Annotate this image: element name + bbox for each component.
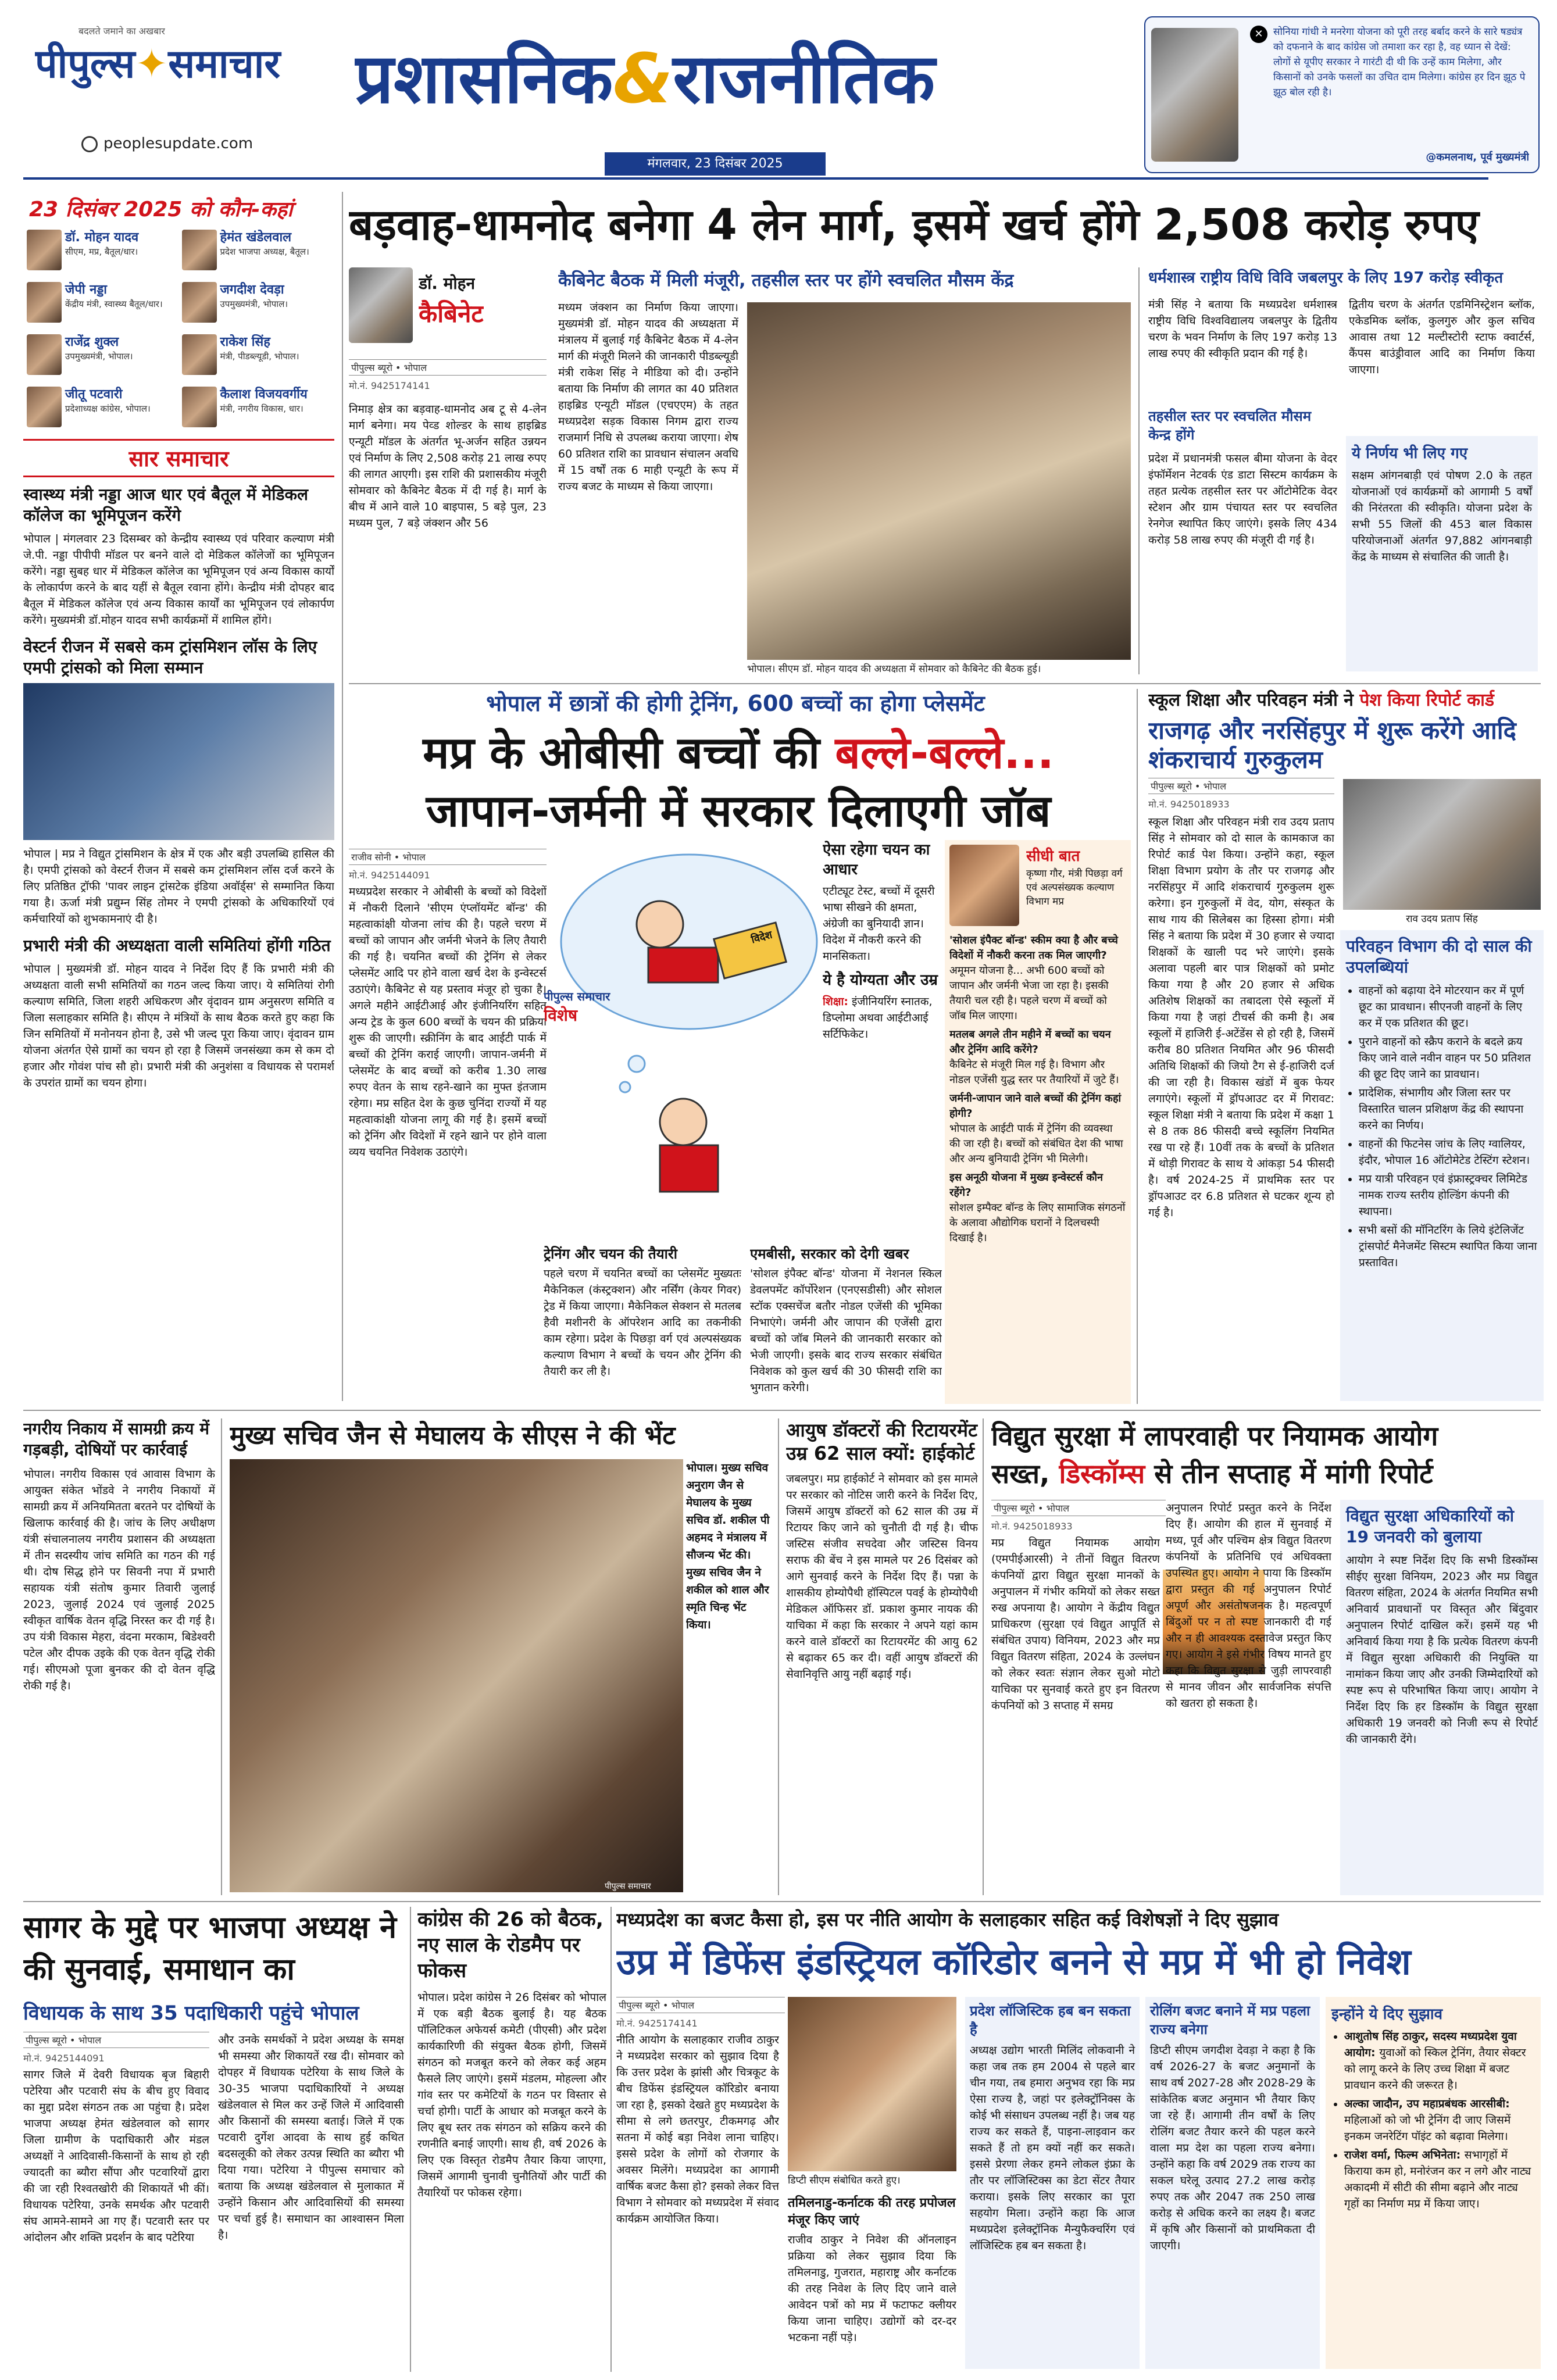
person-text xyxy=(220,387,308,414)
rolling-box xyxy=(1145,1997,1320,2369)
vidyut-headline-2c: से तीन सप्ताह में मांगी रिपोर्ट xyxy=(1145,1458,1433,1489)
vidyut-byline xyxy=(991,1500,1166,1532)
tn-box xyxy=(788,2195,956,2369)
congress-body: भोपाल। प्रदेश कांग्रेस ने 26 दिसंबर को भोपाल में एक बड़ी बैठक बुलाई है। यह बैठक पॉलिटिकल अफेयर्स कमेटी (पीएसी) और प्रदेश कार्यकारिणी की संयुक्त बैठक होगी, जिसमें संगठन को मजबूत करने को लेकर कई अहम फैसले लिए जाएंगे। इसमें मंडलम, मोहल्ला और गांव स्तर पर कमेटियों के गठन पर विस्तार से चर्चा होगी। पार्टी के आधार को मजबूत करने के लिए बूथ स्तर तक संगठन को सक्रिय करने की रणनीति बनाई जाएगी। साथ ही, वर्ष 2026 के लिए एक विस्तृत रोडमैप तैयार किया जाएगा, जिसमें आगामी चुनावी चुनौतियों और पार्टी की तैयारियों पर फोकस रहेगा। xyxy=(417,1991,606,2199)
transport-item: • मप्र यात्री परिवहन एवं इंफ्रास्ट्रक्चर लिमिटेड नामक राज्य स्तरीय होल्डिंग कंपनी की स्थापना। xyxy=(1359,1171,1538,1220)
obc-headline-b: बल्ले-बल्ले... xyxy=(835,727,1054,778)
deputy-cm-photo xyxy=(788,1997,956,2171)
person-photo xyxy=(182,334,217,375)
school-kicker xyxy=(1148,689,1544,712)
nagariya-rule xyxy=(221,1418,222,1895)
person-text xyxy=(220,334,299,362)
school-kicker-b: पेश किया रिपोर्ट कार्ड xyxy=(1359,690,1494,710)
congress-headline: कांग्रेस की 26 को बैठक, नए साल के रोडमैप पर फोकस xyxy=(417,1908,603,1982)
nagariya-headline: नगरीय निकाय में सामग्री क्रय में गड़बड़ी, दोषियों पर कार्रवाई xyxy=(23,1419,209,1459)
masthead-logo xyxy=(35,35,337,105)
transport-item: • वाहनों की फिटनेस जांच के लिए ग्वालियर, इंदौर, भोपाल 16 ऑटोमेटेड टेस्टिंग स्टेशन। xyxy=(1359,1136,1538,1168)
mbc-box xyxy=(750,1244,942,1404)
qa-answer-3: भोपाल के आईटी पार्क में ट्रेनिंग की व्यवस्था की जा रही है। बच्चों को संबंधित देश की भाषा और अन्य बुनियादी ट्रेनिंग भी मिलेगी। xyxy=(949,1123,1123,1165)
obc-mobile: मो.नं. 9425144091 xyxy=(349,870,430,881)
qa-question-4: इस अनूठी योजना में मुख्य इन्वेस्टर्स कौन रहेंगे? xyxy=(949,1171,1104,1199)
lead-bottom-rule xyxy=(349,683,1541,684)
birthday-person xyxy=(27,334,176,382)
nagariya-box xyxy=(23,1418,215,1895)
person-photo xyxy=(27,230,62,270)
masthead xyxy=(0,0,1557,186)
budget-byline xyxy=(616,1997,785,2029)
logo-mark-icon: ✦ xyxy=(135,41,169,87)
rolling-headline: रोलिंग बजट बनाने में मप्र पहला राज्य बनेगा xyxy=(1150,2003,1310,2038)
budget-mobile: मो.नं. 9425174141 xyxy=(616,2018,698,2029)
person-photo xyxy=(182,282,217,323)
tip-item xyxy=(1344,2147,1535,2212)
mbc-headline: एमबीसी, सरकार को देगी खबर xyxy=(750,1246,909,1262)
school-byline-text: पीपुल्स ब्यूरो • भोपाल xyxy=(1148,778,1334,794)
vidyut-side-headline: विद्युत सुरक्षा अधिकारियों को 19 जनवरी को बुलाया xyxy=(1346,1506,1514,1546)
birthday-person xyxy=(182,334,331,382)
logistic-body: अध्यक्ष उद्योग भारती मिलिंद लोकवानी ने कहा जब तक हम 2004 से पहले बार चीन गया, तब हमारा अनुभव रहा कि मप्र ऐसा राज्य है, जहां पर इलेक्ट्रॉनिक्स के कोई भी संसाधन उपलब्ध नहीं है। जब यह राज्य कर सकते हैं, पाइना-लाइवान कर सकते हैं तो हम क्यों नहीं कर सकते। इससे प्रेरणा लेकर हमने लोकल इंफ्रा के तौर पर लॉजिस्टिक्स का डेटा सेंटर तैयार कराया। इसके लिए सरकार का पूरा सहयोग मिला। उन्होंने कहा कि आज मध्यप्रदेश इलेक्ट्रॉनिक मैन्युफैक्चरिंग एवं लॉजिस्टिक हब बन सकता है। xyxy=(970,2044,1135,2252)
vidyut-col-1: मप्र विद्युत नियामक आयोग (एमपीईआरसी) ने तीनों विद्युत वितरण कंपनियों द्वारा विद्युत सुरक्षा मानकों के अनुपालन में गंभीर कमियों को लेकर सख्त रुख अपनाया है। आयोग ने केंद्रीय विद्युत प्राधिकरण (सुरक्षा एवं विद्युत आपूर्ति से संबंधित उपाय) विनियम, 2023 और मप्र विद्युत वितरण संहिता, 2024 के उल्लंघन को लेकर स्वतः संज्ञान लेकर सुओ मोटो याचिका पर सुनवाई करते हुए इन वितरण कंपनियों को 3 सप्ताह में समग्र xyxy=(991,1536,1160,1712)
vidyut-mobile: मो.नं. 9425018933 xyxy=(991,1521,1073,1532)
tip-who: अल्का जादौन, उप महाप्रबंधक आरसीबी: xyxy=(1344,2097,1510,2110)
lead-tag-2: कैबिनेट xyxy=(419,299,484,328)
tn-body: राजीव ठाकुर ने निवेश की ऑनलाइन प्रक्रिया को लेकर सुझाव दिया कि तमिलनाडु, गुजरात, महाराष्ट्र और कर्नाटक की तरह निवेश के लिए दिए जाने वाले आवेदन पत्रों को मप्र में फटाफट क्लीयर किया जाना चाहिए। उद्योगों को दर-दर भटकना नहीं पड़े। xyxy=(788,2234,956,2344)
qa-answer-2: कैबिनेट से मंजूरी मिल गई है। विभाग और नोडल एजेंसी युद्ध स्तर पर तैयारियों में जुटे हैं। xyxy=(949,1059,1119,1086)
jain-rule xyxy=(778,1418,779,1895)
person-name: जगदीश देवड़ा xyxy=(220,283,284,297)
website-row xyxy=(81,135,337,158)
person-desc: केंद्रीय मंत्री, स्वास्थ्य बैतूल/धार। xyxy=(65,299,163,309)
qualification-text: इंजीनियरिंग स्नातक, डिप्लोमा अथवा आईटीआई सर्टिफिकेट। xyxy=(823,995,933,1041)
selection-body: एटीट्यूट टेस्ट, बच्चों में दूसरी भाषा सीखने की क्षमता, अंग्रेजी का बुनियादी ज्ञान। विदेश में नौकरी करने की मानसिकता। xyxy=(823,885,935,963)
mohan-yadav-photo xyxy=(349,267,413,343)
transport-item: • वाहनों को बढ़ाया देने मोटरयान कर में पूर्ण छूट का प्रावधान। सीएनजी वाहनों के लिए कर में एक प्रतिशत की छूट। xyxy=(1359,982,1538,1031)
mbc-body: 'सोशल इंपैक्ट बॉन्ड' योजना में नेशनल स्किल डेवलपमेंट कॉर्पोरेशन (एनएसडीसी) और सोशल स्टॉक एक्सचेंज बतौर नोडल एजेंसी की भूमिका निभाएंगे। जर्मनी और जापान की एजेंसी द्वारा बच्चों को जॉब मिलने की जानकारी सरकार को भेजी जाएगी। इसके बाद राज्य सरकार संबंधित निवेशक को कुल खर्च की 30 फीसदी राशि का भुगतान करेगी। xyxy=(750,1267,942,1394)
transport-item: • प्रादेशिक, संभागीय और जिला स्तर पर विस्तारित चालन प्रशिक्षण केंद्र की स्थापना करने का निर्णय। xyxy=(1359,1085,1538,1134)
qualification-body xyxy=(823,994,939,1042)
person-photo xyxy=(27,334,62,375)
training-box xyxy=(544,1244,741,1404)
person-name: जीतू पटवारी xyxy=(65,387,123,402)
jain-caption: भोपाल। मुख्य सचिव अनुराग जैन से मेघालय के मुख्य सचिव डॉ. शकील पी अहमद ने मंत्रालय में सौजन्य भेंट की। मुख्य सचिव जैन ने शकील को शाल और स्मृति चिन्ह भेंट किया। xyxy=(686,1461,770,1631)
sagar-col-1: सागर जिले में देवरी विधायक बृज बिहारी पटेरिया और पटवारी संघ के बीच हुए विवाद का मुद्दा प्रदेश संगठन तक आ पहुंचा है। प्रदेश भाजपा अध्यक्ष हेमंत खंडेलवाल को सागर जिला ग्रामीण के पदाधिकारी और मंडल अध्यक्षों ने आदिवासी-किसानों के साथ हो रही ज्यादती का ब्यौरा सौंपा और पटवारियों द्वारा की जा रही रिश्वतखोरी की शिकायतें भी कीं। विधायक पटेरिया, उनके समर्थक और पटवारी संघ आमने-सामने आ गए हैं। पटवारी स्तर पर आंदोलन और शक्ति प्रदर्शन के बाद पटेरिया xyxy=(23,2068,209,2244)
vidyut-byline-text: पीपुल्स ब्यूरो • भोपाल xyxy=(991,1500,1166,1516)
selection-box xyxy=(823,840,939,1230)
saar-3-body: भोपाल | मुख्यमंत्री डॉ. मोहन यादव ने निर्देश दिए हैं कि प्रभारी मंत्री की अध्यक्षता वाली सभी समितियों का गठन जल्द किया जाए। ये समितियां रोगी कल्याण समिति, जिला शहरी अधिकरण और वृंदावन ग्राम अनुसरण समिति व जिला सलाहकार समिति है। सीएम ने मंत्रियों के साथ बैठक करते हुए कहा कि जिन समितियों में मनोनयन होना है, उसे भी जल्द पूरा किया जाए। वृंदावन ग्राम योजना अंतर्गत ऐसे ग्रामों का चयन हो रहा है जिसमें जनसंख्या कम से कम दो हजार और गोवंश पांच सौ हो। प्रभारी मंत्री की अनुशंसा व विधायक से परामर्श के उपरांत ग्रामों का चयन होगा। xyxy=(23,963,334,1089)
law-univ-col-1: मंत्री सिंह ने बताया कि मध्यप्रदेश धर्मशास्त्र राष्ट्रीय विधि विश्वविद्यालय जबलपुर के द्वितीय चरण के भवन निर्माण के लिए 197 करोड़ 13 लाख रुपए की स्वीकृति प्रदान की गई है। xyxy=(1148,298,1337,360)
budget-photo-caption: डिप्टी सीएम संबोधित करते हुए। xyxy=(788,2175,901,2186)
person-name: डॉ. मोहन यादव xyxy=(65,230,139,245)
transport-headline: परिवहन विभाग की दो साल की उपलब्धियां xyxy=(1346,937,1532,977)
training-headline: ट्रेनिंग और चयन की तैयारी xyxy=(544,1246,677,1262)
logo-left-text: पीपुल्स xyxy=(35,41,135,87)
obc-byline xyxy=(349,849,547,881)
tip-item xyxy=(1344,2096,1535,2145)
middle-rule-1 xyxy=(23,1410,1541,1411)
person-photo xyxy=(182,387,217,427)
sidhi-baat-label: सीधी बात xyxy=(1026,848,1080,865)
birthday-person xyxy=(27,230,176,277)
tip-item xyxy=(1344,2028,1535,2093)
logistic-headline: प्रदेश लॉजिस्टिक हब बन सकता है xyxy=(970,2003,1131,2038)
lead-tag xyxy=(349,267,547,355)
tips-headline: इन्होंने ये दिए सुझाव xyxy=(1331,2006,1443,2023)
section-title-b: राजनीतिक xyxy=(673,38,935,119)
masthead-rule xyxy=(23,177,1488,180)
decision-body: सक्षम आंगनबाड़ी एवं पोषण 2.0 के तहत योजनाओं एवं कार्यक्रमों को आगामी 5 वर्षों की निरंतरता की स्वीकृति। योजना प्रदेश के सभी 55 जिलों की 453 बाल विकास परियोजनाओं अंतर्गत 97,882 आंगनबाड़ी केंद्र के माध्यम से संचालित की जाती है। xyxy=(1352,469,1532,563)
logistic-box xyxy=(965,1997,1140,2369)
person-desc: मंत्री, नगरीय विकास, धार। xyxy=(220,403,303,414)
qualification-headline: ये है योग्यता और उम्र xyxy=(823,971,938,989)
school-rule xyxy=(1137,689,1138,1404)
vidyut-headline-2 xyxy=(991,1456,1544,1491)
date-bar: मंगलवार, 23 दिसंबर 2025 xyxy=(605,152,826,176)
qa-question-3: जर्मनी-जापान जाने वाले बच्चों की ट्रेनिंग कहां होगी? xyxy=(949,1092,1122,1120)
obc-headline-a: मप्र के ओबीसी बच्चों की xyxy=(423,727,835,778)
saar-2-body: भोपाल | मप्र ने विद्युत ट्रांसमिशन के क्षेत्र में एक और बड़ी उपलब्धि हासिल की है। एमपी ट्रांसको को वेस्टर्न रीजन में सबसे कम ट्रांसमिशन लॉस दर्ज करने के लिए प्रतिष्ठित ट्रॉफी 'पावर लाइन ट्रांसटेक इंडिया अवॉर्ड्स' से सम्मानित किया गया है। ऊर्जा मंत्री प्रद्युम्न सिंह तोमर ने एमपी ट्रांसको के अधिकारियों एवं कर्मचारियों को शुभकामनाएं दी है। xyxy=(23,848,334,925)
school-kicker-a: स्कूल शिक्षा और परिवहन मंत्री ने xyxy=(1148,690,1360,710)
transport-list xyxy=(1346,982,1538,1271)
quote-box xyxy=(1144,16,1540,173)
person-desc: सीएम, मप्र, बैतूल/धार। xyxy=(65,246,138,257)
birthday-grid xyxy=(23,225,334,433)
tip-who: आशुतोष सिंह ठाकुर, सदस्य मध्यप्रदेश युवा आयोग: xyxy=(1344,2030,1517,2059)
vidyut-headline-2b: डिस्कॉम्स xyxy=(1059,1458,1145,1489)
tip-who: राजेश वर्मा, फिल्म अभिनेता: xyxy=(1344,2149,1465,2161)
lead-col-2: मध्यम जंक्शन का निर्माण किया जाएगा। मुख्यमंत्री डॉ. मोहन यादव की अध्यक्षता में मंत्रालय में बुलाई गई कैबिनेट बैठक में 4-लेन मार्ग की मंजूरी मिलने की जानकारी पीडब्ल्यूडी मंत्री राकेश सिंह ने मीडिया को दी। उन्होंने बताया कि निर्माण की लागत का 40 प्रतिशत हाइब्रिड एन्यूटी मॉडल (एचएएम) के तहत मध्यप्रदेश सड़क विकास निगम द्वारा राज्य राजमार्ग निधि से उपलब्ध कराया जाएगा। शेष 60 प्रतिशत राशि का प्रावधान संचालन अवधि में 15 वर्षों तक 6 माही एन्यूटी के रूप में राज्य बजट के माध्यम से किया जाएगा। xyxy=(558,301,738,493)
tn-headline: तमिलनाडु-कर्नाटक की तरह प्रपोजल मंजूर किए जाएं xyxy=(788,2196,956,2228)
saar-samachar xyxy=(23,439,334,1404)
person-name: हेमंत खंडेलवाल xyxy=(220,230,292,245)
birthday-person xyxy=(182,230,331,277)
sidhi-baat-who: कृष्णा गौर, मंत्री पिछड़ा वर्ग एवं अल्पसंख्यक कल्याण विभाग मप्र xyxy=(1026,868,1123,907)
person-text xyxy=(65,282,163,310)
transport-box xyxy=(1340,930,1544,1401)
tip-what: सभागृहों में किराया कम हो, मनोरंजन कर न लगे और नाट्य अकादमी में सीटी की सीमा बढ़ाने और नाट्य गृहों का निर्माण मप्र में किया जाए। xyxy=(1344,2149,1531,2210)
person-text xyxy=(65,230,138,258)
obc-byline-text: राजीव सोनी • भोपाल xyxy=(349,849,547,865)
vidyut-side-box xyxy=(1340,1500,1544,1895)
obc-headline-2: जापान-जर्मनी में सरकार दिलाएगी जॉब xyxy=(426,785,1051,837)
qa-question-2: मतलब अगले तीन महीने में बच्चों का चयन और ट्रेनिंग आदि करेंगे? xyxy=(949,1028,1111,1056)
masthead-tagline: बदलते जमाने का अखबार xyxy=(78,26,165,37)
cabinet-meeting-photo xyxy=(747,302,1131,660)
section-amp: & xyxy=(613,38,673,119)
school-byline xyxy=(1148,778,1334,810)
lead-mobile: मो.नं. 9425174141 xyxy=(349,380,430,391)
person-text xyxy=(65,387,151,414)
saar-2-headline: वेस्टर्न रीजन में सबसे कम ट्रांसमिशन लॉस के लिए एमपी ट्रांसको को मिला सम्मान xyxy=(23,637,317,677)
lead-subhead: कैबिनेट बैठक में मिली मंजूरी, तहसील स्तर पर होंगे स्वचलित मौसम केंद्र xyxy=(558,270,1014,291)
person-photo xyxy=(27,282,62,323)
person-photo xyxy=(27,387,62,427)
law-univ-headline: धर्मशास्त्र राष्ट्रीय विधि विवि जबलपुर के लिए 197 करोड़ स्वीकृत xyxy=(1148,269,1504,287)
illustration-sign: विदेश xyxy=(749,928,774,946)
saar-1-headline: स्वास्थ्य मंत्री नड्डा आज धार एवं बैतूल में मेडिकल कॉलेज का भूमिपूजन करेंगे xyxy=(23,485,309,525)
sagar-rule xyxy=(410,1907,411,2372)
school-headline: राजगढ़ और नरसिंहपुर में शुरू करेंगे आदि शंकराचार्य गुरुकुलम xyxy=(1148,716,1516,774)
tehsil-body: प्रदेश में प्रधानमंत्री फसल बीमा योजना के वेदर इंफॉर्मेशन नेटवर्क एंड डाटा सिस्टम कार्यक्रम के तहत प्रत्येक तहसील स्तर पर ऑटोमेटिक वेदर स्टेशन और ग्राम पंचायत स्तर पर स्वचलित रेनगेज स्थापित किए जाएंगे। इसके लिए 434 करोड़ 58 लाख रुपए की मंजूरी दी गई है। xyxy=(1148,452,1337,546)
person-text xyxy=(65,334,133,362)
jain-meeting-photo xyxy=(230,1459,683,1892)
lead-byline xyxy=(349,359,547,392)
person-text xyxy=(220,282,288,310)
tip-what: महिलाओं को जो भी ट्रेनिंग दी जाए जिसमें इनकम जनरेटिंग पॉइंट को बढ़ावा मिलेगा। xyxy=(1344,2114,1511,2143)
quote-text: सोनिया गांधी ने मनरेगा योजना को पूरी तरह बर्बाद करने के सारे षड्यंत्र को दफनाने के बाद कांग्रेस जो तमाशा कर रहा है, वह ध्यान से देखें: लोगों से यूपीए सरकार ने गारंटी दी थी कि उन्हें काम मिलेगा, और किसानों को उनके फसलों का उचित दाम मिलेगा। कांग्रेस हर दिन झूठ पे झूठ बोल रही है। xyxy=(1273,26,1526,98)
vidyut-headline-1: विद्युत सुरक्षा में लापरवाही पर नियामक आयोग xyxy=(991,1420,1438,1452)
website-link[interactable]: peoplesupdate.com xyxy=(103,135,253,152)
sagar-byline xyxy=(23,2032,209,2064)
lead-photo-caption: भोपाल। सीएम डॉ. मोहन यादव की अध्यक्षता में सोमवार को कैबिनेट की बैठक हुई। xyxy=(747,663,1041,675)
sagar-mobile: मो.नं. 9425144091 xyxy=(23,2053,105,2064)
tehsil-headline: तहसील स्तर पर स्वचलित मौसम केन्द्र होंगे xyxy=(1148,408,1312,443)
jain-headline: मुख्य सचिव जैन से मेघालय के सीएस ने की भेंट xyxy=(230,1421,676,1450)
birthday-person xyxy=(27,387,176,433)
vishesh-label: विशेष xyxy=(544,1006,578,1025)
lead-byline-text: पीपुल्स ब्यूरो • भोपाल xyxy=(349,359,547,376)
uday-pratap-photo xyxy=(1343,779,1541,910)
kamalnath-photo xyxy=(1151,28,1238,162)
sagar-headline: सागर के मुद्दे पर भाजपा अध्यक्ष ने की सुनवाई, समाधान का xyxy=(23,1910,397,1987)
person-desc: मंत्री, पीडब्ल्यूडी, भोपाल। xyxy=(220,351,299,362)
sagar-subhead: विधायक के साथ 35 पदाधिकारी पहुंचे भोपाल xyxy=(23,2002,359,2025)
transport-item: • सभी बसों की मॉनिटरिंग के लिये इंटेलिजेंट ट्रांसपोर्ट मैनेजमेंट सिस्टम स्थापित किया जाना प्रस्तावित। xyxy=(1359,1222,1538,1271)
ayush-body: जबलपुर। मप्र हाईकोर्ट ने सोमवार को इस मामले पर सरकार को नोटिस जारी करने के निर्देश दिए, जिसमें आयुष डॉक्टरों को 62 साल की उम्र में रिटायर किए जाने को चुनौती दी गई है। चीफ जस्टिस संजीव सचदेवा और जस्टिस विनय सराफ की बेंच ने इस मामले पर 26 दिसंबर को आगे सुनवाई करने के निर्देश दिए हैं। पन्ना के शासकीय होम्योपैथी हॉस्पिटल पवई के होम्योपैथी मेडिकल ऑफिसर डॉ. प्रकाश कुमार नायक की याचिका में कहा कि सरकार ने अपने यहां काम करने वाले डॉक्टरों का रिटायरमेंट की आयु 62 से बढ़ाकर 65 कर दी। वहीं आयुष डॉक्टरों की सेवानिवृत्ति आयु नहीं बढ़ाई गई। xyxy=(786,1473,978,1681)
qa-answer-4: सोशल इम्पैक्ट बॉन्ड के लिए सामाजिक संगठनों के अलावा औद्योगिक घरानों ने दिलचस्पी दिखाई है। xyxy=(949,1202,1126,1244)
vidyut-col-2: अनुपालन रिपोर्ट प्रस्तुत करने के निर्देश दिए हैं। आयोग की हाल में सुनवाई में मध्य, पूर्व और पश्चिम क्षेत्र विद्युत वितरण कंपनियों के प्रतिनिधि एवं अधिवक्ता उपस्थित हुए। आयोग ने पाया कि डिस्कॉम द्वारा प्रस्तुत की गई अनुपालन रिपोर्ट अपूर्ण और असंतोषजनक है। महत्वपूर्ण बिंदुओं पर न तो स्पष्ट जानकारी दी गई और न ही आवश्यक दस्तावेज प्रस्तुत किए गए। आयोग ने इसे गंभीर विषय मानते हुए कहा कि विद्युत सुरक्षा से जुड़ी लापरवाही से मानव जीवन और सार्वजनिक संपत्ति को खतरा हो सकता है। xyxy=(1166,1502,1331,1710)
lead-tag-1: डॉ. मोहन xyxy=(419,274,476,293)
person-name: जेपी नड्डा xyxy=(65,283,108,297)
budget-byline-text: पीपुल्स ब्यूरो • भोपाल xyxy=(616,1997,785,2013)
nagariya-body: भोपाल। नगरीय विकास एवं आवास विभाग के आयुक्त संकेत भोंडवे ने नगरीय निकायों में सामग्री क्रय में अनियमितता बरतने पर दोषियों के खिलाफ कार्रवाई की है। जांच के लिए अधीक्षण यंत्री संचालनालय नगरीय प्रशासन की अध्यक्षता में तीन सदस्यीय जांच समिति का गठन की गई थी। दोष सिद्ध होने पर सिवनी नपा में प्रभारी सहायक यंत्री संतोष कुमार तिवारी जुलाई 2023, जुलाई 2024 एवं जुलाई 2025 स्वीकृत वार्षिक वेतन वृद्धि निरस्त कर दी गई है। उप यंत्री विकास मेहरा, वंदना मरकाम, बिडेश्वरी पटेल और दीपक उइके की एक वेतन वृद्धि रोकी गई। सीएमओ पूजा बुनकर की दो वेतन वृद्धि रोकी गई है। xyxy=(23,1468,215,1692)
birthday-person xyxy=(182,282,331,330)
birthday-box xyxy=(23,192,334,433)
congress-box xyxy=(417,1907,606,2372)
obc-kicker: भोपाल में छात्रों की होगी ट्रेनिंग, 600 बच्चों का होगा प्लेसमेंट xyxy=(486,691,985,716)
birthday-person xyxy=(27,282,176,330)
tips-box xyxy=(1326,1997,1541,2369)
obc-illustration xyxy=(544,843,829,1203)
transport-item: • पुराने वाहनों को स्क्रैप कराने के बदले क्रय किए जाने वाले नवीन वाहन पर 50 प्रतिशत की छूट दिए जाने का प्रावधान। xyxy=(1359,1034,1538,1082)
left-column-rule xyxy=(342,192,343,1401)
vishesh-logo: पीपुल्स समाचार xyxy=(544,989,610,1003)
person-desc: उपमुख्यमंत्री, भोपाल। xyxy=(65,351,133,362)
ayush-headline: आयुष डॉक्टरों की रिटायरमेंट उम्र 62 साल क्यों: हाईकोर्ट xyxy=(786,1419,978,1464)
sidhi-baat-box xyxy=(945,840,1131,1404)
person-text xyxy=(220,230,309,258)
budget-kicker: मध्यप्रदेश का बजट कैसा हो, इस पर नीति आयोग के सलाहकार सहित कई विशेषज्ञों ने दिए सुझाव xyxy=(616,1909,1279,1931)
logo-right-text: समाचार xyxy=(168,41,281,87)
birthday-title: 23 दिसंबर 2025 को कौन-कहां xyxy=(29,198,293,221)
saar-1-body: भोपाल | मंगलवार 23 दिसम्बर को केन्द्रीय स्वास्थ्य एवं परिवार कल्याण मंत्री जे.पी. नड्डा पीपीपी मॉडल पर बनने वाले दो मेडिकल कॉलेजों का भूमिपूजन करेंगे। नड्डा सुबह धार में मेडिकल कॉलेज का भूमिपूजन एवं अन्य विकास कार्यों के लोकार्पण करने के बाद यहीं से बैतूल रवाना होंगे। केन्द्रीय मंत्री दोपहर बाद बैतूल में मेडिकल कॉलेज एवं अन्य विकास कार्यों का भूमिपूजन एवं लोकार्पण करेंगे। मुख्यमंत्री डॉ.मोहन यादव सभी कार्यक्रमों में शामिल होंगे। xyxy=(23,533,334,627)
tips-list xyxy=(1331,2028,1535,2212)
ayush-rule xyxy=(983,1418,984,1895)
person-desc: प्रदेशाध्यक्ष कांग्रेस, भोपाल। xyxy=(65,403,151,414)
rolling-body: डिप्टी सीएम जगदीश देवड़ा ने कहा है कि वर्ष 2026-27 के बजट अनुमानों के साथ वर्ष 2027-28 और 2028-29 के सांकेतिक बजट अनुमान भी तैयार किए जा रहे हैं। आगामी तीन वर्षों के लिए रोलिंग बजट तैयार करने की पहल करने वाला मप्र देश का पहला राज्य बनेगा। उन्होंने कहा कि वर्ष 2029 तक राज्य का सकल घरेलू उत्पाद 27.2 लाख करोड़ रुपए तक और 2047 तक 250 लाख करोड़ से अधिक करने का लक्ष्य है। बजट में कृषि और किसानों को प्राथमिकता दी जाएगी। xyxy=(1150,2044,1315,2252)
middle-rule-2 xyxy=(23,1901,1541,1902)
vidyut-side-body: आयोग ने स्पष्ट निर्देश दिए कि सभी डिस्कॉम्स सीईए सुरक्षा विनियम, 2023 और मप्र विद्युत वितरण संहिता, 2024 के अंतर्गत नियमित सभी अनिवार्य प्रावधानों पर विस्तृत और बिंदुवार अनुपालन रिपोर्ट दाखिल करें। इसमें यह भी अनिवार्य किया गया है कि प्रत्येक वितरण कंपनी में विद्युत सुरक्षा अधिकारी की नियुक्ति या नामांकन किया जाए और उनकी जिम्मेदारियों को स्पष्ट रूप से परिभाषित किया जाए। आयोग ने निर्देश दिए कि हर डिस्कॉम के विद्युत सुरक्षा अधिकारी 19 जनवरी को निजी रूप से रिपोर्ट की जानकारी देंगे। xyxy=(1346,1554,1538,1746)
person-name: कैलाश विजयवर्गीय xyxy=(220,387,308,402)
sagar-col-2: और उनके समर्थकों ने प्रदेश अध्यक्ष के समक्ष भी समस्या और शिकायतें रख दी। सोमवार को दोपहर में विधायक पटेरिया के साथ जिले के 30-35 भाजपा पदाधिकारियों ने अध्यक्ष खंडेलवाल से मिल कर उन्हें जिले में आदिवासी और किसानों की समस्या बताई। जिले में एक पटवारी दुर्गेश आदवा के साथ हुई कथित बदसलूकी को लेकर उत्पन्न स्थिति का ब्यौरा भी दिया गया। पटेरिया ने पीपुल्स समाचार को बताया कि अध्यक्ष खंडेलवाल से मुलाकात में उन्होंने किसान और आदिवासियों की समस्या पर चर्चा हुई है। समाधान का आश्वासन मिला है। xyxy=(218,2034,404,2242)
birthday-person xyxy=(182,387,331,433)
lead-side-rule xyxy=(1138,267,1140,674)
lead-headline: बड़वाह-धामनोद बनेगा 4 लेन मार्ग, इसमें खर्च होंगे 2,508 करोड़ रुपए xyxy=(349,200,1479,250)
obc-headline xyxy=(349,724,1128,782)
vishesh-badge xyxy=(544,988,660,1035)
vidyut-headline-2a: सख्त, xyxy=(991,1458,1059,1489)
lead-col-1: निमाड़ क्षेत्र का बड़वाह-धामनोद अब टू से 4-लेन मार्ग बनेगा। मय पेव्ड शोल्डर के साथ हाइब्रिड एन्यूटी मॉडल के अंतर्गत भू-अर्जन सहित उन्नयन एवं निर्माण के लिए 2,508 करोड़ 21 लाख रुपए की लागत आएगी। इस राशि की प्रशासकीय मंजूरी सोमवार को कैबिनेट बैठक में दी गई है। मार्ग के बीच में आने वाले 10 बाइपास, 5 बड़े पुल, 23 मध्यम पुल, 7 बड़े जंक्शन और 56 xyxy=(349,403,547,530)
krishna-gaur-photo xyxy=(949,845,1019,926)
section-title-a: प्रशासनिक xyxy=(355,38,613,119)
sidhi-baat-qa xyxy=(949,933,1126,1398)
decision-headline: ये निर्णय भी लिए गए xyxy=(1352,445,1468,462)
decision-box xyxy=(1346,436,1538,671)
school-photo-caption: राव उदय प्रताप सिंह xyxy=(1406,913,1478,925)
school-body: स्कूल शिक्षा और परिवहन मंत्री राव उदय प्रताप सिंह ने सोमवार को दो साल के कामकाज का रिपोर्ट कार्ड पेश किया। उन्होंने कहा, स्कूल शिक्षा विभाग प्रयोग के तौर पर राजगढ़ और नरसिंहपुर में आदि शंकराचार्य गुरुकुलम शुरू करेगा। इन गुरुकुलों में वेद, योग, संस्कृत के साथ गाय की सिलेबस का हिस्सा होगा। मंत्री सिंह ने बताया कि प्रदेश में 30 हजार से ज्यादा शिक्षकों के खाली पद भरे जाएंगे। इसके अलावा पहली बार पात्र शिक्षकों को प्रमोट किया गया है और 20 हजार से अधिक अतिशेष शिक्षकों का तबादला ऐसे स्कूलों में किया गया है जहां टीचर्स की कमी है। अब स्कूलों में हाजिरी ई-अटेंडेंस से हो रही है, जिसमें करीब 80 प्रतिशत नियमित और 96 फीसदी अतिथि शिक्षकों की जियो टैग से ई-हाजिरी दर्ज की जा रही है। विकास खंडों में बुक फेयर लगाएंगे। स्कूलों में ड्रॉपआउट दर में गिरावट: स्कूल शिक्षा मंत्री ने बताया कि प्रदेश में कक्षा 1 से 8 तक 86 फीसदी बच्चे स्कूलिंग नियमित रख पा रहे हैं। 10वीं तक के बच्चों के प्रतिशत में थोड़ी गिरावट के साथ ये आंकड़ा 54 फीसदी है। वर्ष 2024-25 में प्राथमिक स्तर पर ड्रॉपआउट दर 6.8 प्रतिशत से घटकर शून्य हो गई है। xyxy=(1148,816,1334,1219)
qa-question-1: 'सोशल इंपैक्ट बॉन्ड' स्कीम क्या है और बच्चे विदेशों में नौकरी करना तक मिल जाएगी? xyxy=(949,934,1118,962)
congress-rule xyxy=(610,1907,612,2372)
jain-photo-credit: पीपुल्स समाचार xyxy=(605,1882,651,1891)
selection-headline: ऐसा रहेगा चयन का आधार xyxy=(823,841,930,878)
person-photo xyxy=(182,230,217,270)
globe-icon xyxy=(81,136,98,152)
training-body: पहले चरण में चयनित बच्चों का प्लेसमेंट मुख्यतः मैकेनिकल (कंस्ट्रक्शन) और नर्सिंग (केयर गिवर) ट्रेड में किया जाएगा। मैकेनिकल सेक्शन से मतलब हैवी मशीनरी के ऑपरेशन आदि का तकनीकी काम रहेगा। प्रदेश के पिछड़ा वर्ग एवं अल्पसंख्यक कल्याण विभाग ने बच्चों के चयन और ट्रेनिंग की तैयारी कर ली है। xyxy=(544,1267,741,1378)
transco-award-photo xyxy=(23,683,334,840)
section-title xyxy=(355,29,1134,128)
obc-col-1: मध्यप्रदेश सरकार ने ओबीसी के बच्चों को विदेशों में नौकरी दिलाने 'सीएम एंप्लॉयमेंट बॉन्ड' की महत्वाकांक्षी योजना लांच की है। पहले चरण में बच्चों को जापान और जर्मनी भेजने के लिए तैयारी की गई है। चयनित बच्चों की ट्रेनिंग से लेकर प्लेसमेंट आदि पर होने वाला खर्च देश के इन्वेस्टर्स उठाएंगे। कैबिनेट से यह प्रस्ताव मंजूर हो चुका है। अगले महीने आईटीआई और इंजीनियरिंग सहित अन्य ट्रेड के कुल 600 बच्चों के चयन की प्रक्रिया शुरू की जाएगी। स्क्रीनिंग के बाद आईटी पार्क में बच्चों की ट्रेनिंग कराई जाएगी। जापान-जर्मनी में प्लेसमेंट के बाद बच्चों को करीब 1.30 लाख रुपए वेतन के साथ रहने-खाने का मुफ्त इंतजाम रहेगा। मप्र सहित देश के कुछ चुनिंदा राज्यों में यह महत्वाकांक्षी योजना लागू की गई है। इसमें बच्चों को ट्रेनिंग और विदेशों में रहने खाने पर होने वाला व्यय चयनित निवेशक उठाएंगे। xyxy=(349,885,547,1159)
person-desc: उपमुख्यमंत्री, भोपाल। xyxy=(220,299,288,309)
sagar-byline-text: पीपुल्स ब्यूरो • भोपाल xyxy=(23,2032,209,2048)
x-icon: ✕ xyxy=(1250,26,1267,43)
person-name: राकेश सिंह xyxy=(220,335,270,349)
law-univ-col-2: द्वितीय चरण के अंतर्गत एडमिनिस्ट्रेशन ब्लॉक, एकेडमिक ब्लॉक, कुलगुरु और कुल सचिव आवास तथा 12 मल्टीस्टोरी स्टाफ क्वार्टर्स, कैंपस बाउंड्रीवाल आदि का निर्माण किया जाएगा। xyxy=(1349,298,1535,376)
quote-author: @कमलनाथ, पूर्व मुख्यमंत्री xyxy=(1426,151,1529,163)
person-name: राजेंद्र शुक्ल xyxy=(65,335,119,349)
budget-headline: उप्र में डिफेंस इंडस्ट्रियल कॉरिडोर बनने से मप्र में भी हो निवेश xyxy=(616,1941,1411,1983)
saar-3-headline: प्रभारी मंत्री की अध्यक्षता वाली समितियां होंगी गठित xyxy=(23,936,331,955)
tip-what: युवाओं को स्किल ट्रेनिंग, तैयार सेक्टर को लागू करने के लिए उच्च शिक्षा में बजट प्रावधान करने की जरूरत है। xyxy=(1344,2046,1526,2092)
qa-answer-1: अमूमन योजना है... अभी 600 बच्चों को जापान और जर्मनी भेजा जा रहा है। इसकी तैयारी चल रही है। पहले चरण में बच्चों को जॉब मिल जाएगा। xyxy=(949,964,1109,1022)
ayush-box xyxy=(786,1418,978,1895)
person-desc: प्रदेश भाजपा अध्यक्ष, बैतूल। xyxy=(220,246,309,257)
school-mobile: मो.नं. 9425018933 xyxy=(1148,799,1230,810)
budget-col-1: नीति आयोग के सलाहकार राजीव ठाकुर ने मध्यप्रदेश सरकार को सुझाव दिया है कि उत्तर प्रदेश के झांसी और चित्रकूट के बीच डिफेंस इंडस्ट्रियल कॉरिडोर बनाया जा रहा है, इसको देखते हुए मध्यप्रदेश के सीमा से लगे छतरपुर, टीकमगढ़ और सतना में कोई बड़ा निवेश लाना चाहिए। इससे प्रदेश के लोगों को रोजगार के अवसर मिलेंगे। मध्यप्रदेश का आगामी वार्षिक बजट कैसा हो? इसको लेकर वित्त विभाग ने सोमवार को मध्यप्रदेश में संवाद कार्यक्रम आयोजित किया। xyxy=(616,2034,779,2225)
qualification-label: शिक्षा: xyxy=(823,995,848,1008)
saar-title: सार समाचार xyxy=(23,439,334,477)
